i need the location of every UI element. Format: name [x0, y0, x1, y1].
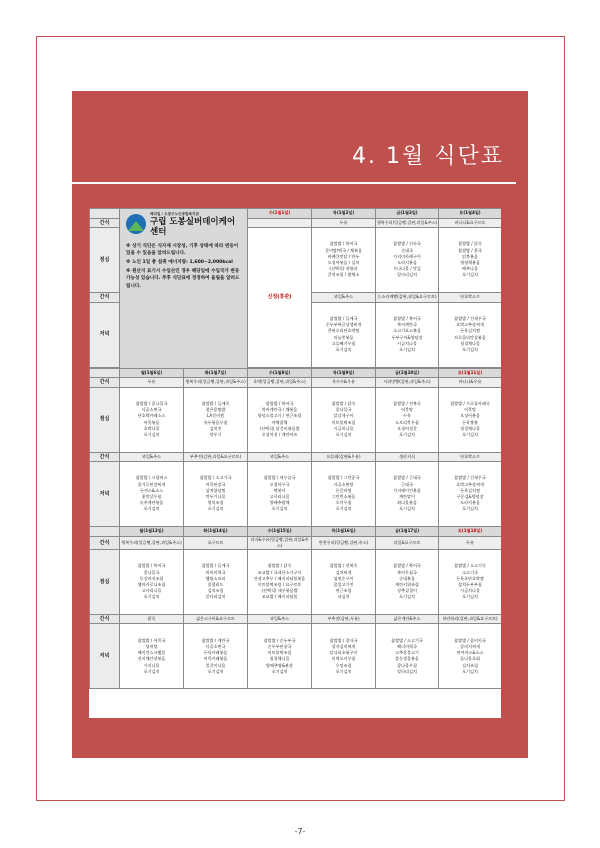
center-name: 구립 도봉실버데이케어센터 [150, 216, 236, 237]
row-label: 간식 [90, 614, 120, 624]
meal-item: 찹쌀밥 / 건새우국 [454, 475, 486, 481]
menu-cell: 행복우리(앙금빵,갑판,과일&주스) [184, 378, 248, 388]
meal-item: 두부구이&양념장 [391, 334, 423, 340]
menu-cell: 수(1월1일) [248, 209, 312, 219]
meal-item: 갈치조림 / 쌈채소 [327, 272, 360, 278]
meal-item: 찹쌀밥 / 콩비지국 [454, 637, 486, 643]
menu-cell: 금(1월10일) [376, 368, 439, 378]
meal-item: 김치조림 [462, 662, 478, 668]
meal-item: 찹쌀밥 / 근대국 [393, 475, 421, 481]
meal-item: 포기김치 [399, 346, 415, 352]
row-label: 간식 [90, 293, 120, 303]
meal-item: 알타리김치 [205, 594, 226, 600]
meal-item: 포기김치 [399, 506, 415, 512]
holiday-cell [248, 228, 312, 368]
meal-item: 삼치두부부침 [458, 581, 482, 587]
menu-cell: 두유 [312, 218, 376, 228]
meal-item: 찹쌀밥 / 프로틀카레죽 [450, 400, 490, 406]
meal-item: 참은콩찜밥 [205, 407, 226, 413]
meal-cell [376, 549, 439, 614]
week2-header-row [90, 368, 502, 378]
meal-item: 가지나물 [143, 662, 160, 668]
meal-cell [248, 624, 312, 689]
menu-cell: 옥수수&우유 [312, 378, 376, 388]
menu-cell: 과일&주스 [120, 452, 184, 462]
meal-item: 찹쌀밥 / 닭죽 [458, 241, 482, 247]
menu-cell: 토(1월18일) [439, 527, 501, 537]
meal-cell [184, 462, 248, 527]
meal-item: 미트볼떡조림 / 요구르트 [257, 581, 302, 587]
menu-cell: 단호박스프 [439, 452, 501, 462]
meal-item: 양념소불고기 / 연근조림 [257, 413, 302, 419]
menu-cell: 수(1월15일) [248, 527, 312, 537]
meal-item: 찹쌀밥 / 북어국 [265, 400, 294, 406]
meal-item: 찹쌀밥 / 북어국 [393, 315, 421, 321]
meal-item: 조교밥 / 국내산소가구이 [257, 569, 302, 575]
meal-item: 북어미역국 [205, 569, 226, 575]
meal-item: 찹쌀밥 / 뭇국 [458, 247, 482, 253]
mountain-logo-icon [126, 214, 146, 234]
meal-item: 찹쌀밥 / 전복죽 [393, 400, 421, 406]
meal-item: 고추장불고기 [395, 650, 419, 656]
menu-cell: 과자&우유(앙금빵,갑판,과일&주스) [248, 536, 312, 549]
meal-item: 콩가루된장찌개 [137, 481, 166, 487]
meal-item: 창자김치찌개 [331, 644, 356, 649]
center-note: ※ 노인 1일 총 섭취 에너지량: 1,600~2,000kcal [126, 259, 233, 265]
meal-item: 포기김치 [271, 668, 288, 674]
corner-cell [90, 527, 120, 537]
meal-cell [376, 302, 439, 367]
menu-cell: 부추전(갑판,두유) [312, 614, 376, 624]
meal-item: 돈갈비찜 [335, 487, 352, 493]
menu-cell: 과일&주스 [312, 293, 376, 303]
meal-item: 순대볶음 [399, 575, 415, 581]
meal-item: 떡볶이 [273, 487, 286, 493]
row-label: 저녁 [90, 302, 120, 367]
corner-cell [90, 209, 120, 219]
meal-item: 콘찌오리단호박찜 [327, 328, 360, 334]
meal-item: 포기김치 [462, 594, 478, 600]
menu-cell: 과일&주스 [248, 452, 312, 462]
meal-item: 오징어볶음 [460, 413, 480, 419]
meal-item: 양배추쌈채 [269, 500, 290, 506]
center-note: ※ 원산지 표기시 수입산인 경우 해당일에 수입국가 변동 가능성 있습니다. 추후 식단표에 정정하여 올림을 알려드립니다. [126, 269, 240, 289]
meal-item: 미역오이무침 [331, 656, 356, 662]
meal-item: 멸치조림 [207, 500, 224, 506]
meal-item: 포기김치 [143, 668, 160, 674]
meal-cell [439, 302, 501, 367]
row-label: 점심 [90, 549, 120, 614]
meal-item: 도토리묵무침 [395, 419, 419, 425]
meal-item: 청경채나물 [269, 656, 290, 662]
meal-item: 호박고추장찌개 [456, 322, 484, 328]
meal-item: 북어무침국 [397, 569, 417, 575]
page-title: 4. 1월 식단표 [352, 144, 504, 169]
menu-table [89, 208, 501, 689]
menu-cell: 목(1월9일) [312, 368, 376, 378]
meal-item: 포기김치 [399, 594, 415, 600]
meal-item: 연어까스&소스 [456, 650, 484, 656]
meal-item: 고들빼기무침 [331, 340, 356, 346]
meal-item: 김치조림 [207, 588, 224, 594]
meal-cell [312, 624, 376, 689]
meal-item: 오징어무국 [269, 481, 290, 487]
menu-cell: 단호박스프 [439, 293, 501, 303]
meal-item: 시금치나물 [460, 588, 480, 594]
meal-item: 근대국 [401, 481, 413, 487]
meal-cell [120, 549, 184, 614]
meal-item: 오징어젓 / 계란치즈 [261, 431, 298, 437]
meal-item: 임연순구이 [333, 575, 354, 581]
meal-item: 찹쌀밥 / 그린콩국 [327, 475, 360, 481]
meal-item: 청경채나물 [460, 340, 480, 346]
meal-item: 찹쌀밥 / 창자국 [329, 637, 358, 643]
meal-item: 갈비탕/떡국 / 채볶음 [325, 247, 363, 253]
menu-cell: 두유 [439, 536, 501, 549]
menu-cell: 호박(앙금빵,갑판,과일&주스) [248, 378, 312, 388]
meal-item: 닭봉볶음 [462, 253, 478, 259]
meal-item: 포기김치 [143, 431, 160, 437]
meal-item: 조교밥 / 패키퍼딥볼 [261, 594, 298, 600]
meal-item: 김치찌개 [335, 569, 352, 575]
meal-cell [184, 387, 248, 452]
meal-cell [312, 462, 376, 527]
meal-item: 포기김치 [207, 668, 224, 674]
menu-cell: 삶은고구마&요구르트 [184, 614, 248, 624]
meal-item: 포기김치 [335, 668, 352, 674]
center-info [120, 209, 248, 369]
menu-cell: 목(1월2일) [312, 209, 376, 219]
meal-item: 돈육포단호박찜 [456, 575, 484, 581]
meal-item: 가지미카레구이 [393, 253, 421, 259]
menu-cell: 월(1월6일) [120, 368, 184, 378]
meal-item: 진미채간장볶음 [137, 656, 166, 662]
meal-cell [312, 302, 376, 367]
meal-item: 미트볼떡조림 [331, 419, 356, 425]
meal-item: 찹쌀밥 / 들깨국 [201, 563, 230, 569]
meal-item: 순두부된장국 [267, 644, 292, 649]
meal-item: 호박나물 [143, 425, 160, 431]
menu-cell: 팥죽 [120, 614, 184, 624]
meal-item: 얼갈이나물 [205, 662, 226, 668]
meal-item: 미트볼떡조림 [267, 650, 292, 656]
center-logo [126, 212, 241, 237]
meal-item: 포기김치 [207, 506, 224, 512]
meal-item: 유두볶음무침 [203, 419, 228, 425]
meal-item: 연근조림 [335, 588, 352, 594]
meal-item: 바베큐맛닭 / 만두 [327, 253, 360, 259]
meal-cell [312, 228, 376, 293]
meal-item: 찹쌀밥 / 북어국 [137, 563, 166, 569]
meal-cell [376, 228, 439, 293]
meal-item: 해녀미역국 [397, 644, 417, 649]
row-label: 간식 [90, 452, 120, 462]
meal-item: 돈육짱볶 [462, 419, 478, 425]
meal-cell [312, 549, 376, 614]
menu-cell: 화(1월14일) [184, 527, 248, 537]
meal-cell [376, 387, 439, 452]
page-number: -7- [294, 827, 306, 836]
meal-item: 어묵된장국 [205, 481, 226, 487]
menu-document [89, 208, 501, 718]
corner-cell [90, 368, 120, 378]
meal-item: 포기김치 [335, 506, 352, 512]
meal-item: 북어계란국 / 채볶음 [261, 407, 298, 413]
meal-item: 포기김치 [143, 506, 160, 512]
meal-item: 숙주계란볶음 [139, 500, 164, 506]
meal-item: 햄마카로니조림 [137, 581, 166, 587]
center-note: ※ 상기 식단은 식자재 시장성, 기후 상태에 따라 변동이 있을 수 있음을 알려드립니다. [126, 243, 239, 256]
meal-item: 깍두기 [209, 431, 222, 437]
menu-cell: 하얀하리(갑판,과일&요구르트) [439, 614, 501, 624]
meal-item: 고사리나물 [141, 588, 162, 594]
meal-item: 포기김치 [335, 346, 352, 352]
meal-item: 찹쌀밥 / 들깨죽 [201, 400, 230, 406]
week3-am-snack-row [90, 536, 502, 549]
meal-item: 어묵카레볶음 [203, 656, 228, 662]
menu-cell: 월(1월13일) [120, 527, 184, 537]
meal-cell [184, 624, 248, 689]
meal-item: 계란키위조림 [395, 581, 419, 587]
holiday-label: 신정(휴관) [267, 294, 292, 301]
week3-dinner-row [90, 624, 502, 689]
menu-cell: 요구르트 [184, 536, 248, 549]
meal-cell [120, 387, 184, 452]
meal-cell [439, 462, 501, 527]
week2-am-snack-row [90, 378, 502, 388]
meal-item: 콩비지찌개 [460, 644, 480, 649]
meal-item: 찹쌀밥 / 새우살국 [263, 475, 296, 481]
week3-header-row [90, 527, 502, 537]
meal-item: 사골소면탕 [333, 481, 354, 487]
meal-item: 양배추쌈&볶장 [266, 662, 293, 668]
meal-item: 브로콜리맛살볶음 [454, 334, 486, 340]
menu-cell: 토(1월11일) [439, 368, 501, 378]
meal-item: 오징어볶음 / 김치 [327, 260, 360, 265]
meal-cell [376, 462, 439, 527]
meal-item: 마늘쫑볶음 [333, 334, 354, 340]
meal-item: 콩나물무침 [397, 662, 417, 668]
menu-cell: 요플레(갑판&우유) [312, 452, 376, 462]
meal-item: 깍두기나물 [205, 494, 226, 499]
menu-cell: 토(1월4일) [439, 209, 501, 219]
menu-cell: 바나나&우유 [439, 378, 501, 388]
meal-cell [376, 624, 439, 689]
meal-item: 김치전 [209, 425, 222, 431]
meal-item: 소고기국 [462, 569, 478, 575]
meal-cell [120, 624, 184, 689]
meal-item: 어묵탕 [464, 407, 476, 413]
meal-cell [184, 549, 248, 614]
meal-item: 찹쌀밥 / 소고기죽 [454, 563, 486, 569]
meal-item: 찹쌀밥 / 닭죽 [267, 563, 292, 569]
meal-item: 포기김치 [271, 506, 288, 512]
meal-cell [120, 462, 184, 527]
meal-item: 구운김&양념장 [456, 494, 484, 499]
row-label: 간식 [90, 536, 120, 549]
menu-cell: 삶은계란&주스 [376, 614, 439, 624]
meal-item: 찹쌀밥 / 소고기국 [391, 637, 423, 643]
meal-item: 포기김치 [462, 272, 478, 278]
meal-item: (선택식) 적양파 [329, 266, 358, 272]
meal-item: 포기김치 [462, 431, 478, 437]
meal-item: 순대국 [401, 247, 413, 253]
week1-header-row [90, 209, 502, 219]
meal-item: 찹쌀밥 / 콩나물국 [135, 400, 168, 406]
meal-cell [248, 549, 312, 614]
week3-lunch-row [90, 549, 502, 614]
meal-item: 계란말이 [399, 494, 415, 499]
menu-cell: 금(1월17일) [376, 527, 439, 537]
meal-item: 도라지볶음 [460, 500, 480, 506]
meal-item: 베이컨스크램블 [137, 650, 166, 656]
meal-item: 시금치나물 [397, 340, 417, 346]
meal-item: 사골소면국 [205, 644, 226, 649]
meal-item: 배추나물 [462, 266, 478, 272]
meal-item: 가지베이컨볶음 [393, 487, 421, 493]
meal-item: 찹쌀밥 / 소고기국 [199, 475, 232, 481]
meal-cell [439, 228, 501, 293]
meal-item: 찹쌀밥 / 건새우국 [454, 315, 486, 321]
menu-cell: 금(1월3일) [376, 209, 439, 219]
meal-item: 당귀탕 [145, 644, 158, 649]
meal-item: 포기김치 [462, 506, 478, 512]
meal-item: (선택식) 닭갈비볶음밥 [259, 425, 300, 431]
meal-cell [439, 549, 501, 614]
menu-cell: 바나나&요구르트 [439, 218, 501, 228]
meal-item: 찹쌀밥 / 전복죽 [329, 563, 358, 569]
meal-item: 돈육카레볶음 [203, 650, 228, 656]
meal-item: 어묵볶음 [143, 419, 160, 425]
meal-item: 돈육김치찜 [460, 487, 480, 493]
meal-item: 찹쌀밥 / 계란국 [201, 637, 230, 643]
meal-item: 야채잡채 [271, 419, 288, 425]
meal-item: 돈까스&소스 [140, 487, 163, 493]
meal-item: 취나물볶음 [397, 500, 417, 506]
meal-item: (선택식) 새우볶음밥 [261, 588, 298, 594]
week3-pm-snack-row [90, 614, 502, 624]
menu-cell: 목(1월16일) [312, 527, 376, 537]
meal-item: 찹쌀밥 / 건파국 [393, 241, 421, 247]
meal-item: 오이무침 [335, 500, 352, 506]
menu-cell: 부추전(갑판,과일&요구르트) [184, 452, 248, 462]
menu-cell: 생산지식 [376, 452, 439, 462]
row-label: 점심 [90, 228, 120, 293]
meal-item: 닭다리초볶구이 [329, 650, 358, 656]
meal-cell [248, 462, 312, 527]
meal-item: 형형채볶음 [460, 260, 480, 265]
meal-item: 콩나물국 [335, 407, 352, 413]
menu-cell: 행복우리(앙금빵,갑판,과일&주스) [120, 536, 184, 549]
row-label: 점심 [90, 387, 120, 452]
menu-cell [248, 218, 312, 228]
row-label: 간식 [90, 378, 120, 388]
row-label: 저녁 [90, 462, 120, 527]
meal-item: 포기김치 [335, 431, 352, 437]
menu-cell: 반찬우리(앙금빵,갑판,주스) [312, 536, 376, 549]
meal-item: 호박고추장찌개 [456, 481, 484, 487]
meal-item: 포기김치 [462, 346, 478, 352]
menu-cell: 과일&주스 [248, 614, 312, 624]
meal-item: 어묵탕 [401, 407, 413, 413]
meal-item: 사골소면국 [141, 407, 162, 413]
meal-item: 찹쌀밥 / 닭죽 [331, 400, 356, 406]
menu-cell: 과일&요구르트 [376, 536, 439, 549]
menu-cell: 화(1월7일) [184, 368, 248, 378]
row-label: 간식 [90, 218, 120, 228]
meal-item: 포기김치 [143, 594, 160, 600]
meal-cell [312, 387, 376, 452]
meal-item: 찹쌀밥 / 북어국 [329, 241, 358, 247]
meal-cell [439, 624, 501, 689]
meal-item: 우엉조림 [335, 662, 352, 668]
meal-item: 돈육김치찜 [460, 328, 480, 334]
meal-cell [439, 387, 501, 452]
meal-item: 햄튀소꼬리 [205, 575, 226, 581]
menu-cell: 사과맛빵(갑판,과일&주스) [376, 378, 439, 388]
meal-item: 알타리김치 [397, 668, 417, 674]
meal-item: 꽃맛살무침 [141, 494, 162, 499]
meal-item: 상추겉절이 [397, 588, 417, 594]
row-label: 저녁 [90, 624, 120, 689]
meal-item: 소고기표고볶음 [393, 328, 421, 334]
meal-item: 순두부짜글장생찌개 [325, 322, 362, 328]
week2-dinner-row [90, 462, 502, 527]
meal-item: 파김치 [337, 594, 350, 600]
meal-item: 수육 [403, 413, 411, 419]
title-underline [60, 182, 516, 184]
meal-item: 오징어젓갈 [397, 425, 417, 431]
week2-lunch-row [90, 387, 502, 452]
meal-cell [248, 387, 312, 452]
week2-pm-snack-row [90, 452, 502, 462]
meal-item: 콩나물국 [143, 569, 160, 575]
meal-item: 찹쌀밥 / 북어국 [393, 563, 421, 569]
meal-item: 닭날개구이 [333, 413, 354, 419]
meal-item: 불동생물볶음 [395, 656, 419, 662]
meal-item: 돌나물초회 [460, 656, 480, 662]
meal-item: 단호박카레소스 [137, 413, 166, 419]
meal-item: 삼치양념찜 [205, 487, 226, 493]
meal-item: 무나나물 / 맛김 [393, 266, 421, 272]
meal-item: 알타리김치 [397, 272, 417, 278]
menu-cell: 능소라깨빵(갑판,과일&요구르트) [376, 293, 439, 303]
meal-item: 도라지볶음 [397, 260, 417, 265]
meal-item: 콩샐러드 [207, 581, 224, 587]
meal-item: 북어계란국 [397, 322, 417, 328]
meal-item: 청경채나물 [460, 425, 480, 431]
meal-item: 간장고추무 / 패키퍼딥볼볶음 [253, 575, 306, 581]
menu-cell: 수(1월8일) [248, 368, 312, 378]
meal-item: 그린빈소볶음 [331, 494, 356, 499]
meal-item: 콩잎고기전 [333, 581, 354, 587]
menu-cell: 두유 [120, 378, 184, 388]
meal-item: 포기김치 [462, 668, 478, 674]
meal-item: 동강바지조림 [139, 575, 164, 581]
logo-org: 해피빌 / 도봉구노인종합복지관 [150, 212, 199, 216]
meal-item: 찹쌀밥 / 순두부국 [263, 637, 296, 643]
meal-item: 찹쌀밥 / 크림버스 [135, 475, 168, 481]
menu-cell: 행복우리(앙금빵,갑판,과일&주스) [376, 218, 439, 228]
meal-item: 시금치나물 [333, 425, 354, 431]
meal-item: 포기김치 [399, 431, 415, 437]
meal-item: LA갈비찜 [206, 413, 225, 419]
meal-item: 찹쌀밥 / 어묵국 [137, 637, 166, 643]
meal-item: 고사리나물 [269, 494, 290, 499]
meal-item: 찹쌀밥 / 들깨국 [329, 315, 358, 321]
